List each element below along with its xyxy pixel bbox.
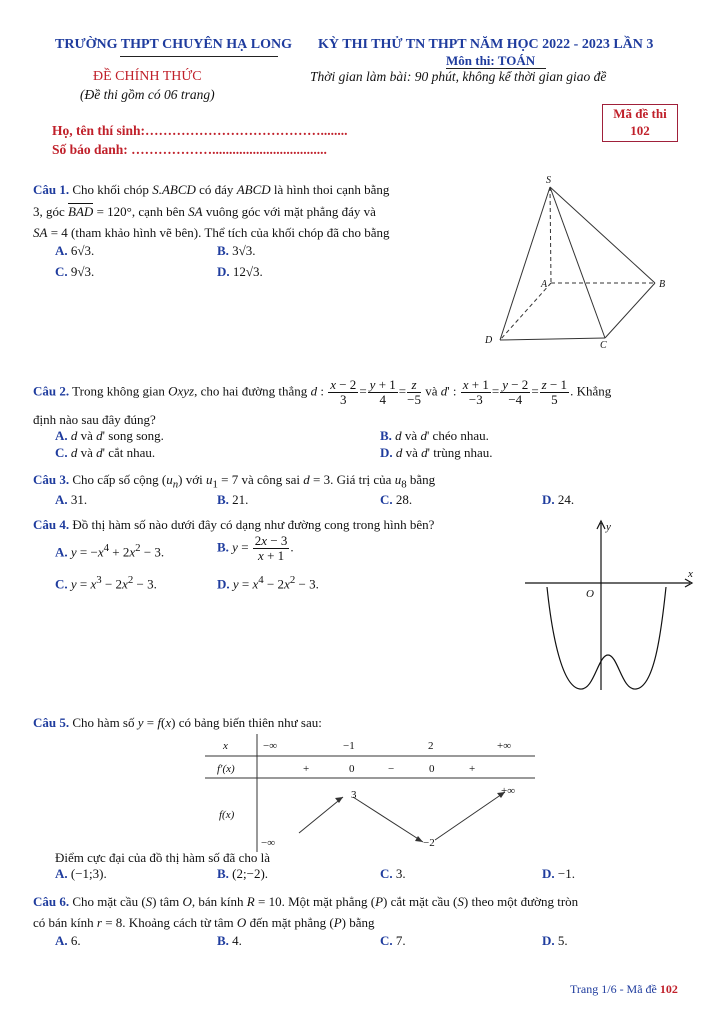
- vertex-c: C: [600, 340, 607, 350]
- exam-code-box: [602, 104, 678, 142]
- q3-option-b[interactable]: B. 21.: [217, 492, 249, 507]
- q3-option-a[interactable]: A. 31.: [55, 492, 88, 507]
- q2-option-c[interactable]: C. d và d' cắt nhau.: [55, 445, 156, 460]
- q1-option-c[interactable]: C. 9√3.: [55, 264, 95, 279]
- official-label: ĐỀ CHÍNH THỨC: [93, 69, 202, 84]
- table-max-value: 3: [351, 789, 357, 801]
- q1-option-d[interactable]: D. 12√3.: [217, 264, 263, 279]
- time-note: Thời gian làm bài: 90 phút, không kể thời gian giao đề: [310, 69, 607, 84]
- q4-option-b[interactable]: B. y = $\frac{2x - 3}{x + 1}$ .: [217, 533, 294, 563]
- vertex-b: B: [659, 279, 666, 290]
- page-footer: Trang 1/6 - Mã đề 102: [570, 982, 678, 996]
- variation-table: [205, 734, 535, 852]
- q6-option-c[interactable]: C. 7.: [380, 933, 406, 948]
- table-sign-minus: −: [388, 763, 395, 775]
- table-zero-1: 0: [349, 763, 355, 775]
- vertex-a: A: [541, 279, 548, 290]
- q5-option-c[interactable]: C. 3.: [380, 866, 406, 881]
- pages-note: (Đề thi gồm có 06 trang): [80, 87, 215, 102]
- axis-y-label: y: [606, 521, 611, 533]
- origin-label: O: [586, 588, 594, 600]
- question-5-text: Câu 5. Cho hàm số y = f(x) có bảng biến thiên như sau:: [33, 715, 322, 730]
- q2-option-a[interactable]: A. d và d' song song.: [55, 428, 164, 443]
- q6-option-a[interactable]: A. 6.: [55, 933, 81, 948]
- q6-option-b[interactable]: B. 4.: [217, 933, 242, 948]
- exam-title: KỲ THI THỬ TN THPT NĂM HỌC 2022 - 2023 LẦN 3: [318, 37, 654, 52]
- question-6-line2: có bán kính r = 8. Khoảng cách từ tâm O đến mặt phẳng (P) bằng: [33, 915, 375, 930]
- exam-code: 102: [630, 123, 650, 138]
- q5-option-d[interactable]: D. −1.: [542, 866, 575, 881]
- question-1-line3: SA = 4 (tham khảo hình vẽ bên). Thể tích của khối chóp đã cho bằng: [33, 225, 390, 240]
- question-6-text: Câu 6. Cho mặt cầu (S) tâm O, bán kính R = 10. Một mặt phẳng (P) cắt mặt cầu (S) theo một đường tròn: [33, 894, 579, 909]
- q6-option-d[interactable]: D. 5.: [542, 933, 568, 948]
- q5-option-b[interactable]: B. (2;−2).: [217, 866, 269, 881]
- q1-option-b[interactable]: B. 3√3.: [217, 243, 256, 258]
- vertex-s: S: [546, 175, 551, 186]
- table-x-two: 2: [428, 740, 434, 752]
- table-min-value: −2: [423, 837, 435, 849]
- function-graph: [520, 515, 700, 695]
- table-f-neg-inf: −∞: [261, 837, 276, 849]
- table-x-neg-inf: −∞: [263, 740, 278, 752]
- table-x-label: x: [223, 740, 228, 752]
- question-1-text: Câu 1. Cho khối chóp S.ABCD có đáy ABCD là hình thoi cạnh bằng: [33, 182, 390, 197]
- q4-option-a[interactable]: A. $y = -x^4 + 2x^2 - 3$.: [55, 542, 165, 560]
- table-x-pos-inf: +∞: [497, 740, 512, 752]
- question-3-text: Câu 3. Cho cấp số cộng $(u_n)$ với $u_1 = 7$ và công sai d = 3. Giá trị của $u_8$ bằng: [33, 472, 436, 491]
- pyramid-figure: [475, 170, 675, 350]
- table-sign-plus-1: +: [303, 763, 310, 775]
- question-4-text: Câu 4. Đồ thị hàm số nào dưới đây có dạng như đường cong trong hình bên?: [33, 517, 435, 532]
- question-5-line2: Điểm cực đại của đồ thị hàm số đã cho là: [55, 850, 270, 865]
- candidate-name-label: Họ, tên thí sinh:…………………………………........: [52, 123, 348, 138]
- q2-option-b[interactable]: B. d và d' chéo nhau.: [380, 428, 489, 443]
- candidate-id-label: Số báo danh: ………………..................................: [52, 142, 327, 157]
- question-2-text: Câu 2. Trong không gian Oxyz, cho hai đường thẳng d : $\frac{x - 2}{3}$ = $\frac{y + 1}{4}$ = $\frac{z}{-5}$ và d' : $\frac{x + 1}{-3}$ = $\frac{y - 2}{-4}$ = $\frac{z - 1}{5}$ . Khẳng: [33, 377, 612, 407]
- school-name: TRƯỜNG THPT CHUYÊN HẠ LONG: [55, 37, 292, 52]
- vertex-d: D: [485, 335, 493, 346]
- exam-code-label: Mã đề thi: [613, 106, 667, 121]
- q1-option-a[interactable]: A. 6√3.: [55, 243, 95, 258]
- table-f-label: f(x): [219, 809, 235, 821]
- table-sign-plus-2: +: [469, 763, 476, 775]
- q2-option-d[interactable]: D. d và d' trùng nhau.: [380, 445, 493, 460]
- question-2-line2: định nào sau đây đúng?: [33, 412, 156, 427]
- table-f-pos-inf: +∞: [501, 785, 516, 797]
- question-1-line2: 3, góc BAD = 120°, cạnh bên SA vuông góc với mặt phẳng đáy và: [33, 204, 376, 219]
- q4-option-d[interactable]: D. $y = x^4 - 2x^2 - 3$.: [217, 574, 319, 592]
- q3-option-d[interactable]: D. 24.: [542, 492, 575, 507]
- q4-option-c[interactable]: C. $y = x^3 - 2x^2 - 3$.: [55, 574, 157, 592]
- table-zero-2: 0: [429, 763, 435, 775]
- table-x-minus-one: −1: [343, 740, 355, 752]
- q5-option-a[interactable]: A. (−1;3).: [55, 866, 107, 881]
- subject: Môn thi: TOÁN: [446, 53, 536, 68]
- axis-x-label: x: [688, 568, 693, 580]
- table-fprime-label: f′(x): [217, 763, 235, 775]
- school-underline: [120, 56, 278, 57]
- q3-option-c[interactable]: C. 28.: [380, 492, 413, 507]
